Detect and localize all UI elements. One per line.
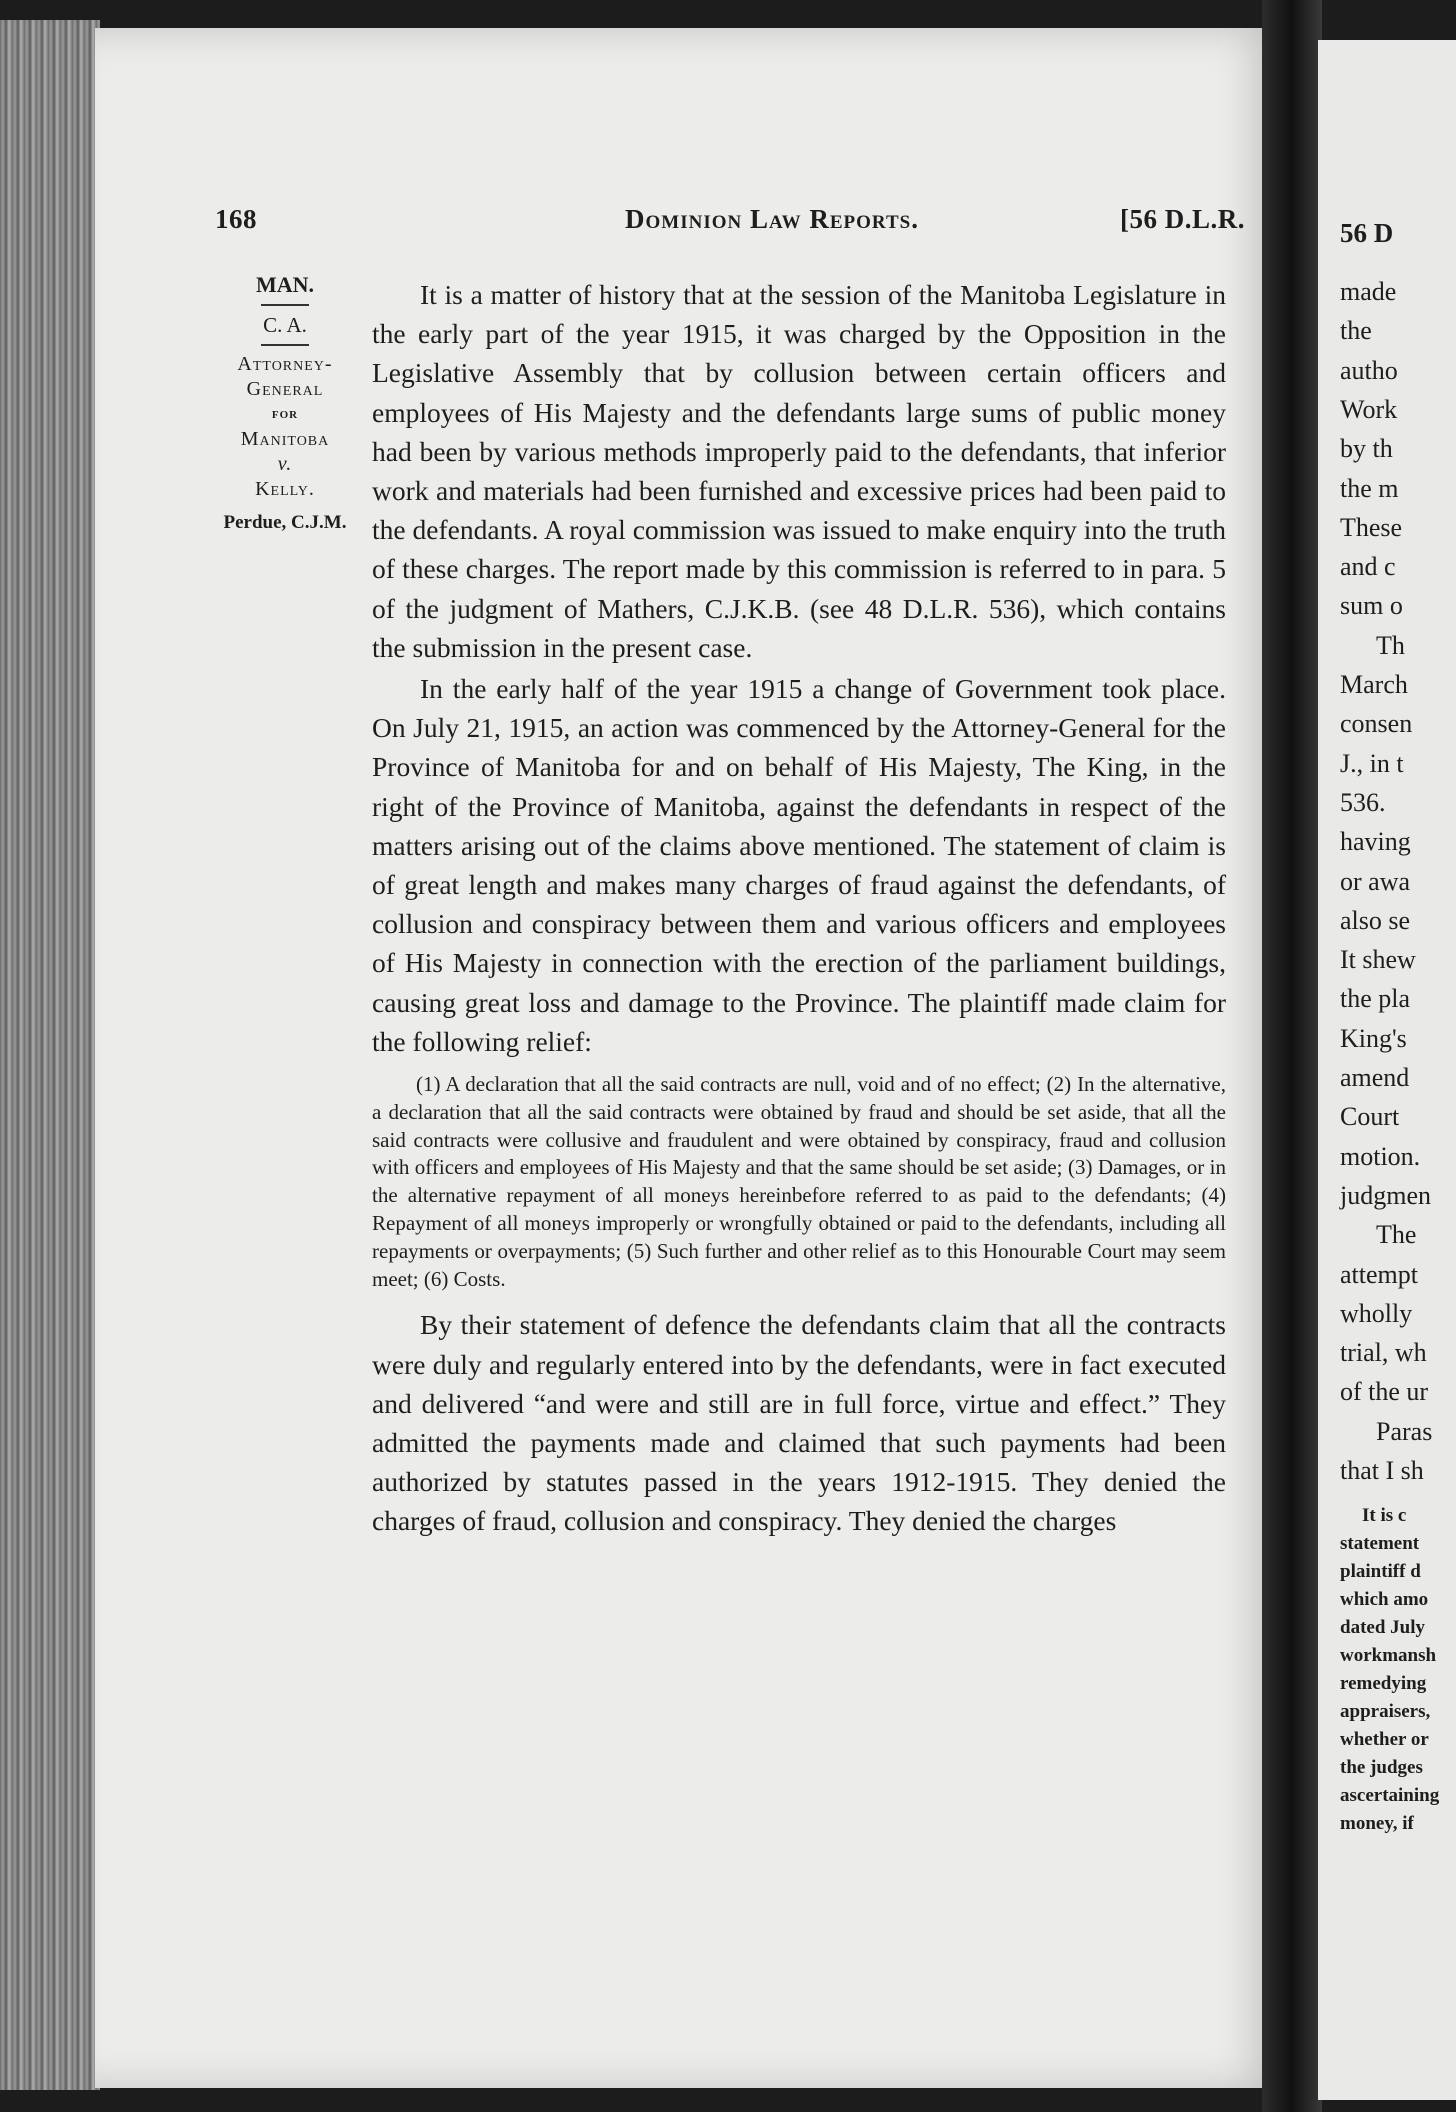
facing-page-small-line: dated July (1340, 1617, 1425, 1639)
facing-page-small-line: the judges (1340, 1757, 1423, 1779)
facing-page-line: judgmen (1340, 1180, 1431, 1210)
facing-page-line: by th (1340, 434, 1393, 464)
facing-page-line: the m (1340, 473, 1399, 503)
facing-page-line: autho (1340, 355, 1398, 385)
book-spine (0, 20, 100, 2090)
facing-page-line: of the ur (1340, 1377, 1429, 1407)
facing-page-line: Court (1340, 1102, 1400, 1132)
facing-page-line: motion. (1340, 1141, 1421, 1171)
margin-province: MAN. (255, 272, 315, 297)
margin-judge: Perdue, C.J.M. (223, 512, 347, 533)
running-head-volume: [56 D.L.R. (1120, 204, 1245, 234)
quoted-relief: (1) A declaration that all the said contracts are null, void and of no effect; (2) In the alternative, a declaration that all the said contracts were obtained by fraud and should be set aside, that all the said contracts were collusive and fraudulent and were obtained by conspiracy, fraud and collusion with officers and employees of His Majesty and that the same should be set aside; (3) Damages, or in the alternative repayment of all moneys hereinbefore referred to as paid to the defendants; (4) Repayment of all moneys improperly or wrongfully obtained or paid to the defendants, including all repayments or overpayments; (5) Such further and other relief as to this Honourable Court may seem meet; (6) Costs. (372, 1072, 1226, 1291)
facing-page-line: sum o (1340, 591, 1403, 621)
facing-page-line: March (1340, 670, 1408, 699)
facing-page-small-line: which amo (1340, 1589, 1429, 1611)
facing-page-line: and c (1340, 552, 1396, 582)
margin-rule (261, 344, 309, 346)
facing-page-line: King's (1340, 1023, 1407, 1053)
facing-page (1318, 40, 1456, 2100)
margin-court: C. A. (263, 313, 307, 337)
margin-case-line: v. (277, 453, 293, 475)
facing-page-small-line: money, if (1340, 1813, 1414, 1835)
main-text (372, 275, 1226, 1541)
book-gutter (1262, 0, 1322, 2112)
facing-page-line: These (1340, 512, 1403, 542)
margin-case-line: Manitoba (240, 428, 330, 450)
facing-page-line: J., in t (1340, 748, 1404, 778)
facing-page-line: 536. (1340, 787, 1386, 817)
facing-page-line: made (1340, 277, 1397, 306)
facing-page-line: consen (1340, 709, 1413, 739)
facing-page-line: the pla (1340, 984, 1411, 1014)
facing-page-line: also se (1340, 905, 1411, 935)
facing-page-small-line: It is c (1362, 1505, 1407, 1527)
facing-page-line: the (1340, 316, 1372, 346)
facing-page-small-line: statement (1340, 1533, 1420, 1555)
margin-case-line: General (246, 378, 324, 400)
facing-page-line: attempt (1340, 1259, 1418, 1289)
facing-page-line: Paras (1376, 1416, 1433, 1446)
facing-page-line: that I sh (1340, 1456, 1424, 1485)
facing-page-line: Th (1376, 630, 1405, 660)
paragraph: By their statement of defence the defendants claim that all the contracts were duly and regularly entered into by the defendants, were in fact executed and delivered “and were and still are in full force, virtue and effect.” They admitted the payments made and claimed that such payments had been authorized by statutes passed in the years 1912-1915. They denied the charges of fraud, collusion and conspiracy. They denied the charges (372, 1309, 1226, 1537)
facing-page-small-line: remedying (1340, 1673, 1427, 1695)
facing-page-line: trial, wh (1340, 1338, 1427, 1368)
facing-page-line: Work (1340, 394, 1398, 424)
paragraph: In the early half of the year 1915 a change of Government took place. On July 21, 1915, an action was commenced by the Attorney-General for the Province of Manitoba for and on behalf of His Majesty, The King, in the right of the Province of Manitoba, against the defendants in respect of the matters arising out of the claims above mentioned. The statement of claim is of great length and makes many charges of fraud against the defendants, of collusion and conspiracy between them and various officers and employees of His Majesty in connection with the erection of the parliament buildings, causing great loss and damage to the Province. The plaintiff made claim for the following relief: (372, 673, 1226, 1057)
facing-page-small-line: whether or (1340, 1729, 1429, 1751)
margin-case-line: Kelly. (255, 478, 315, 500)
facing-page-small-line: plaintiff d (1340, 1561, 1421, 1583)
facing-page-line: amend (1340, 1063, 1410, 1092)
facing-page-small-line: ascertaining (1340, 1785, 1440, 1807)
facing-page-line: wholly (1340, 1298, 1413, 1328)
facing-page-line: It shew (1340, 945, 1416, 975)
facing-page-small-line: appraisers, (1340, 1701, 1431, 1723)
facing-page-line: or awa (1340, 866, 1411, 896)
facing-page-line: The (1376, 1220, 1417, 1250)
margin-case-line: for (271, 406, 299, 422)
facing-page-head: 56 D (1340, 218, 1394, 248)
margin-rule (261, 304, 309, 306)
paragraph: It is a matter of history that at the session of the Manitoba Legislature in the early part of the year 1915, it was charged by the Opposition in the Legislative Assembly that by collusion between certain officers and employees of His Majesty and the defendants large sums of public money had been by various methods improperly paid to the defendants, that inferior work and materials had been furnished and excessive prices had been paid to the defendants. A royal commission was issued to make enquiry into the truth of these charges. The report made by this commission is referred to in para. 5 of the judgment of Mathers, C.J.K.B. (see 48 D.L.R. 536), which contains the submission in the present case. (372, 279, 1226, 663)
facing-page-line: having (1340, 827, 1411, 857)
margin-case-line: Attorney- (237, 353, 333, 375)
running-head-title: Dominion Law Reports. (625, 204, 919, 234)
margin-note (210, 272, 360, 536)
page-number: 168 (215, 204, 257, 234)
facing-page-small-line: workmansh (1340, 1645, 1437, 1667)
